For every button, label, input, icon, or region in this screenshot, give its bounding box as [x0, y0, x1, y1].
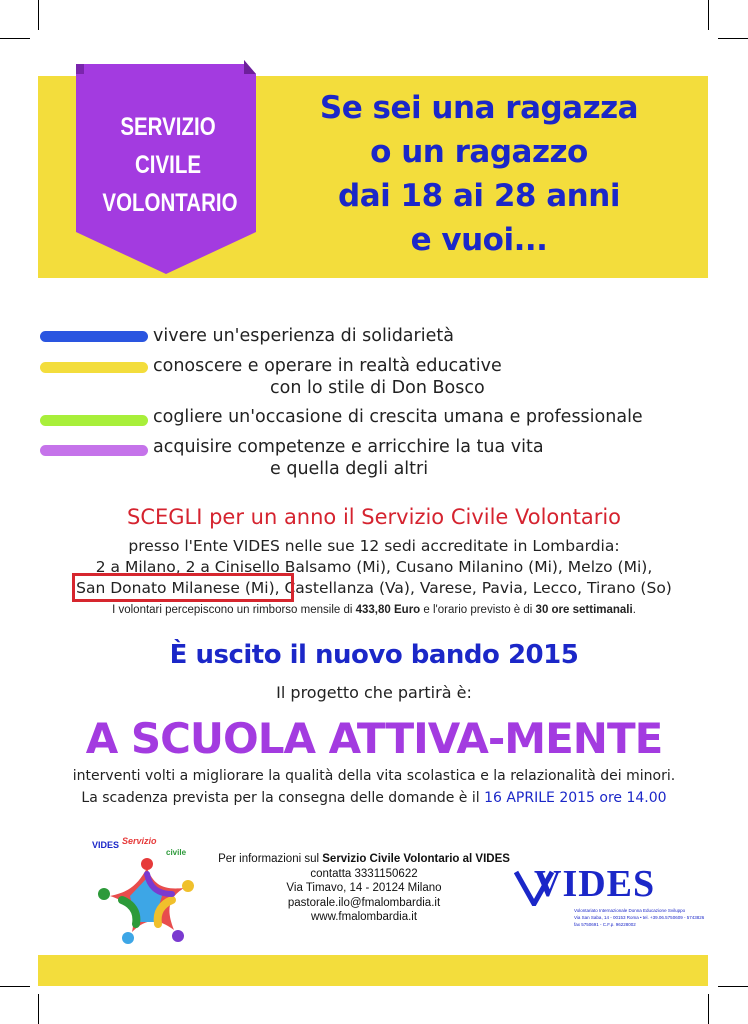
- project-title: A SCUOLA ATTIVA-MENTE: [85, 714, 663, 763]
- logo-vides-text: VIDES: [92, 840, 120, 850]
- crop-mark: [38, 994, 39, 1024]
- sedi-line-1: 2 a Milano, 2 a Cinisello Balsamo (Mi), Cusano Milanino (Mi), Melzo (Mi),: [95, 558, 653, 576]
- bullet-text: vivere un'esperienza di solidarietà: [153, 326, 454, 346]
- progetto-intro: Il progetto che partirà è:: [276, 683, 472, 702]
- contact-phone: contatta 3331150622: [310, 867, 418, 880]
- highlight-box: [72, 573, 294, 602]
- bullet-text: conoscere e operare in realtà educative: [153, 356, 502, 376]
- crop-mark: [0, 38, 30, 39]
- rimborso-pre: I volontari percepiscono un rimborso mensile di: [112, 604, 356, 616]
- bullet-bar-purple: [40, 445, 148, 456]
- contact-address: Via Timavo, 14 - 20124 Milano: [286, 882, 442, 894]
- bullet-text: cogliere un'occasione di crescita umana e professionale: [153, 407, 643, 427]
- contact-email[interactable]: pastorale.ilo@fmalombardia.it: [287, 896, 441, 909]
- bullet-text: acquisire competenze e arricchire la tua vita: [153, 437, 544, 457]
- sedi-highlight: San Donato Milanese (Mi): [76, 579, 275, 597]
- vides-wordmark: VIDES: [534, 863, 656, 905]
- servizio-civile-logo: [92, 838, 202, 946]
- crop-mark: [38, 0, 39, 30]
- headline: [270, 86, 688, 262]
- rimborso-hours: 30 ore settimanali: [535, 604, 633, 616]
- scadenza-date: 16 APRILE 2015 ore 14.00: [484, 790, 667, 806]
- badge-line: CIVILE: [134, 151, 202, 179]
- bullet-bar-yellow: [40, 362, 148, 373]
- crop-mark: [0, 986, 30, 987]
- bullet-bar-green: [40, 415, 148, 426]
- badge-line: VOLONTARIO: [102, 189, 238, 217]
- rimborso-amount: 433,80 Euro: [355, 604, 421, 616]
- badge-line: SERVIZIO: [120, 113, 216, 141]
- headline-line: o un ragazzo: [370, 134, 588, 170]
- bullet-text: e quella degli altri: [270, 459, 429, 479]
- contact-website[interactable]: www.fmalombardia.it: [310, 911, 418, 923]
- rimborso-text: [0, 604, 748, 616]
- bullet-text: con lo stile di Don Bosco: [270, 378, 485, 398]
- presso-text: presso l'Ente VIDES nelle sue 12 sedi accreditate in Lombardia:: [128, 537, 620, 555]
- vides-fax: fax 5750691 - C.F.p. 96228002: [574, 922, 636, 927]
- rimborso-end: .: [632, 604, 636, 616]
- headline-line: e vuoi...: [410, 222, 548, 258]
- contact-line-1: [212, 852, 516, 867]
- crop-mark: [708, 0, 709, 30]
- logo-servizio-text: Servizio: [122, 836, 157, 846]
- logo-civile-text: civile: [166, 848, 187, 857]
- vides-logo: [510, 862, 705, 932]
- crop-mark: [718, 38, 748, 39]
- scadenza-pre: La scadenza prevista per la consegna delle domande è il: [81, 790, 485, 806]
- interventi-text: interventi volti a migliorare la qualità della vita scolastica e la relazionalità dei minori.: [72, 768, 676, 784]
- contact-block: [212, 852, 516, 925]
- rimborso-mid: e l'orario previsto è di: [420, 604, 536, 616]
- contact-bold: Servizio Civile Volontario al VIDES: [322, 853, 510, 865]
- scegli-heading: SCEGLI per un anno il Servizio Civile Volontario: [126, 505, 622, 529]
- sedi-rest: , Castellanza (Va), Varese, Pavia, Lecco, Tirano (So): [274, 579, 672, 597]
- scadenza-text: [0, 790, 748, 806]
- headline-line: dai 18 ai 28 anni: [338, 178, 620, 214]
- badge-text: [102, 108, 238, 222]
- footer-band: [38, 955, 708, 986]
- vides-tagline: Volontariato Internazionale Donna Educazione Sviluppo: [574, 908, 686, 913]
- bullet-bar-blue: [40, 331, 148, 342]
- contact-pre: Per informazioni sul: [218, 853, 323, 865]
- headline-line: Se sei una ragazza: [319, 90, 639, 126]
- bando-heading: È uscito il nuovo bando 2015: [169, 640, 579, 670]
- vides-address: Via San Saba, 14 - 00153 Roma • tel. +39.06.5750609 - 5743826: [574, 915, 705, 920]
- crop-mark: [708, 994, 709, 1024]
- crop-mark: [718, 986, 748, 987]
